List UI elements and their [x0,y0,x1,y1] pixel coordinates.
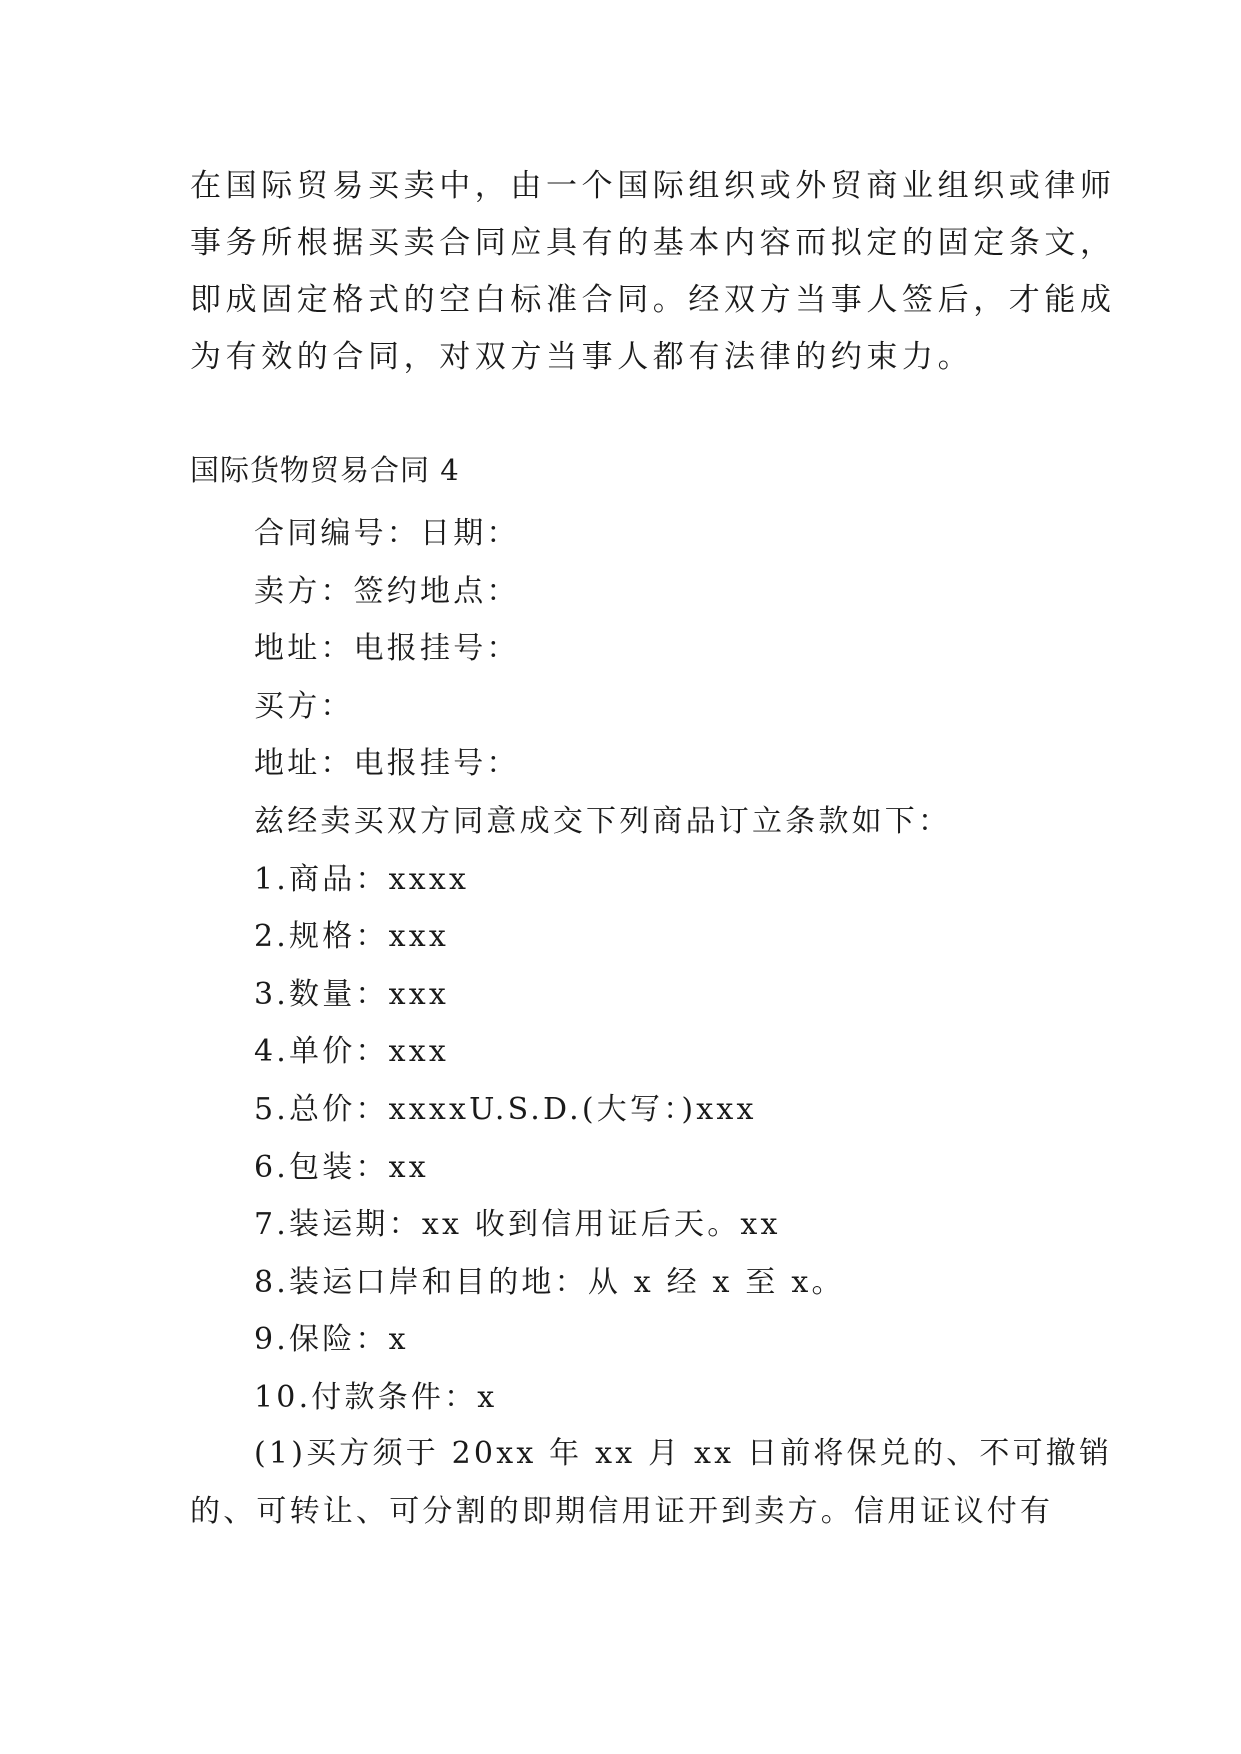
intro-line: 在国际贸易买卖中，由一个国际组织或外贸商业组织或律师 [190,168,1116,204]
intro-line: 事务所根据买卖合同应具有的基本内容而拟定的固定条文， [190,225,1116,261]
field-seller-address-cable: 地址：电报挂号： [254,631,520,667]
field-quantity: 3.数量：xxx [254,976,449,1012]
field-unit-price: 4.单价：xxx [254,1034,449,1070]
field-ports: 8.装运口岸和目的地：从 x 经 x 至 x。 [254,1264,845,1300]
field-contract-number-date: 合同编号：日期： [254,516,520,551]
field-commodity: 1.商品：xxxx [254,861,470,897]
field-buyer-address-cable: 地址：电报挂号： [254,746,520,782]
contract-title: 国际货物贸易合同 4 [190,453,460,487]
field-buyer: 买方： [254,688,354,724]
intro-paragraph [190,158,1116,386]
field-shipment-time: 7.装运期：xx 收到信用证后天。xx [254,1207,781,1243]
field-specification: 2.规格：xxx [254,919,449,955]
intro-line: 即成固定格式的空白标准合同。经双方当事人签后，才能成 [190,282,1116,318]
payment-clause-paragraph [190,1425,1113,1541]
intro-line: 为有效的合同，对双方当事人都有法律的约束力。 [190,339,974,375]
field-payment-terms: 10.付款条件：x [254,1379,498,1415]
field-agreement-statement: 兹经卖买双方同意成交下列商品订立条款如下： [254,803,952,839]
contract-fields [254,505,951,1427]
field-total-price: 5.总价：xxxxU.S.D.(大写：)xxx [254,1091,757,1127]
clause-line: (1)买方须于 20xx 年 xx 月 xx 日前将保兑的、不可撤销 [254,1436,1113,1471]
field-insurance: 9.保险：x [254,1322,409,1358]
field-packing: 6.包装：xx [254,1149,429,1185]
clause-line: 的、可转让、可分割的即期信用证开到卖方。信用证议付有 [190,1494,1054,1529]
field-seller-signing-place: 卖方：签约地点： [254,573,520,609]
